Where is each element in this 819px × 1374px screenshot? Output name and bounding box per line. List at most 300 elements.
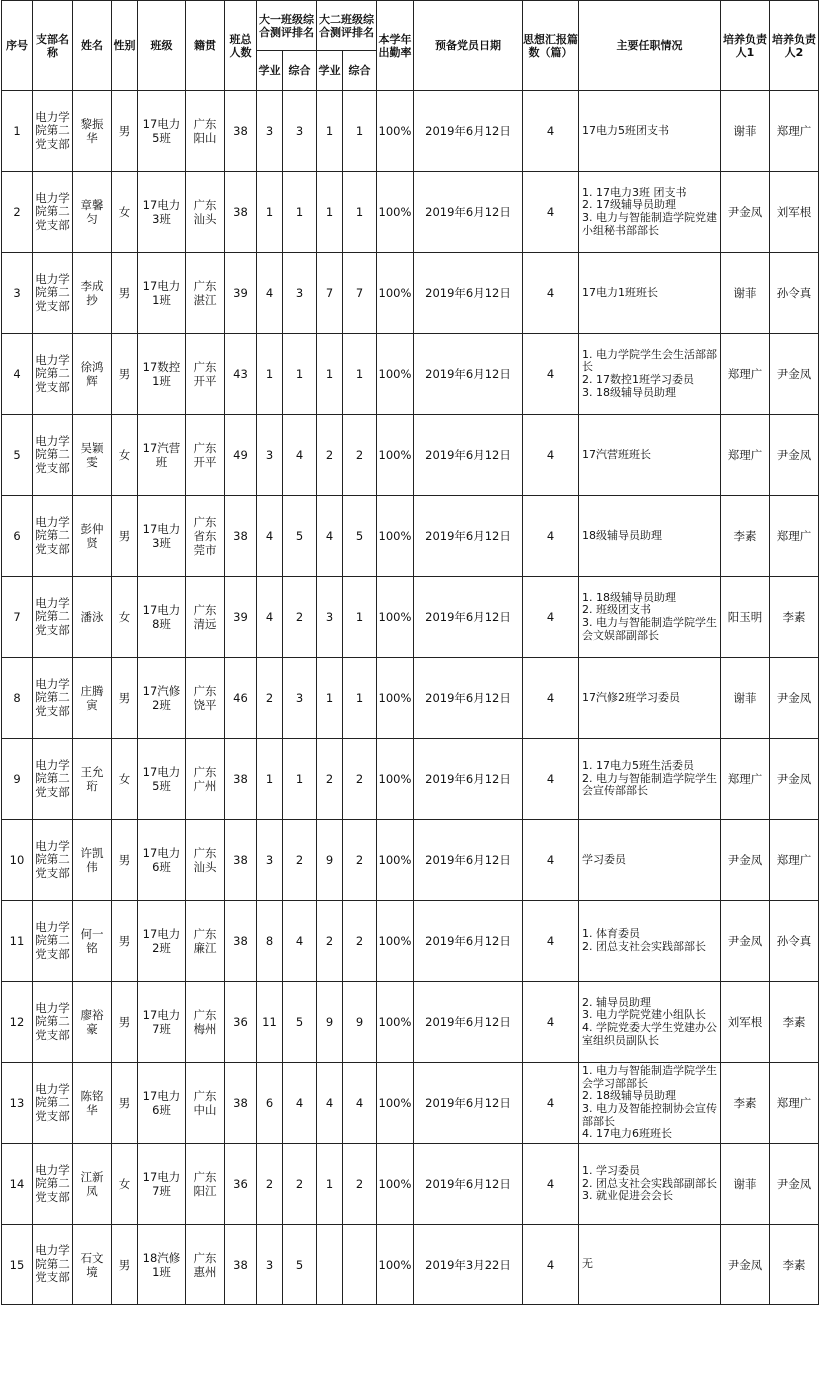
cell-prob-date: 2019年6月12日	[414, 577, 523, 658]
cell-mentor2: 李素	[770, 577, 819, 658]
duty-line: 2. 18级辅导员助理	[582, 1089, 676, 1103]
cell-gender: 男	[112, 901, 138, 982]
cell-y1-overall: 1	[283, 172, 317, 253]
cell-origin: 广东汕头	[186, 172, 225, 253]
cell-name: 廖裕豪	[73, 982, 112, 1063]
cell-class: 17电力6班	[138, 820, 186, 901]
cell-mentor1: 尹金凤	[721, 1225, 770, 1305]
cell-class: 17电力7班	[138, 1144, 186, 1225]
cell-y2-academic	[317, 1225, 343, 1305]
cell-seq: 11	[2, 901, 33, 982]
table-row	[2, 820, 819, 901]
cell-mentor1: 李素	[721, 1063, 770, 1144]
cell-y1-academic: 2	[257, 1144, 283, 1225]
cell-class-total: 38	[225, 1063, 257, 1144]
cell-y2-academic: 9	[317, 820, 343, 901]
cell-seq: 7	[2, 577, 33, 658]
cell-gender: 男	[112, 1063, 138, 1144]
table-body	[2, 91, 819, 1305]
cell-y2-academic: 2	[317, 415, 343, 496]
cell-branch: 电力学院第二党支部	[33, 658, 73, 739]
cell-y2-academic: 2	[317, 739, 343, 820]
cell-seq: 8	[2, 658, 33, 739]
cell-name: 章馨匀	[73, 172, 112, 253]
header-branch: 支部名称	[33, 1, 73, 91]
cell-reports: 4	[523, 739, 579, 820]
table-row	[2, 91, 819, 172]
header-gender: 性别	[112, 1, 138, 91]
cell-gender: 男	[112, 982, 138, 1063]
header-y2-academic: 学业	[317, 51, 343, 91]
cell-y2-overall: 2	[343, 820, 377, 901]
duty-line: 18级辅导员助理	[582, 528, 662, 542]
cell-reports: 4	[523, 1225, 579, 1305]
cell-reports: 4	[523, 1144, 579, 1225]
cell-reports: 4	[523, 658, 579, 739]
cell-origin: 广东中山	[186, 1063, 225, 1144]
header-mentor1: 培养负责人1	[721, 1, 770, 91]
cell-prob-date: 2019年6月12日	[414, 982, 523, 1063]
duty-line: 1. 学习委员	[582, 1164, 640, 1178]
cell-origin: 广东湛江	[186, 253, 225, 334]
cell-class-total: 36	[225, 1144, 257, 1225]
cell-mentor1: 谢菲	[721, 91, 770, 172]
cell-class-total: 38	[225, 496, 257, 577]
duty-line: 3. 就业促进会会长	[582, 1189, 673, 1203]
cell-duties	[579, 334, 721, 415]
cell-y1-academic: 1	[257, 172, 283, 253]
cell-name: 李成抄	[73, 253, 112, 334]
cell-duties	[579, 496, 721, 577]
cell-mentor1: 谢菲	[721, 253, 770, 334]
header-y1-overall: 综合	[283, 51, 317, 91]
cell-origin: 广东惠州	[186, 1225, 225, 1305]
cell-class-total: 36	[225, 982, 257, 1063]
cell-y1-overall: 5	[283, 1225, 317, 1305]
cell-gender: 男	[112, 820, 138, 901]
header-mentor2: 培养负责人2	[770, 1, 819, 91]
cell-attendance: 100%	[377, 982, 414, 1063]
header-y2-overall: 综合	[343, 51, 377, 91]
cell-attendance: 100%	[377, 172, 414, 253]
cell-branch: 电力学院第二党支部	[33, 982, 73, 1063]
cell-prob-date: 2019年6月12日	[414, 496, 523, 577]
cell-mentor2: 尹金凤	[770, 415, 819, 496]
cell-reports: 4	[523, 172, 579, 253]
cell-gender: 女	[112, 415, 138, 496]
duty-line: 17汽修2班学习委员	[582, 690, 680, 704]
table-row	[2, 415, 819, 496]
table-row	[2, 1144, 819, 1225]
cell-prob-date: 2019年3月22日	[414, 1225, 523, 1305]
cell-attendance: 100%	[377, 496, 414, 577]
cell-prob-date: 2019年6月12日	[414, 820, 523, 901]
cell-y1-academic: 6	[257, 1063, 283, 1144]
cell-branch: 电力学院第二党支部	[33, 739, 73, 820]
cell-gender: 女	[112, 172, 138, 253]
cell-branch: 电力学院第二党支部	[33, 577, 73, 658]
cell-origin: 广东阳江	[186, 1144, 225, 1225]
cell-name: 吴颖雯	[73, 415, 112, 496]
header-name: 姓名	[73, 1, 112, 91]
cell-gender: 女	[112, 1144, 138, 1225]
duty-line: 1. 17电力5班生活委员	[582, 759, 694, 773]
cell-class-total: 49	[225, 415, 257, 496]
cell-duties	[579, 1063, 721, 1144]
cell-duties	[579, 253, 721, 334]
cell-class: 17电力2班	[138, 901, 186, 982]
cell-prob-date: 2019年6月12日	[414, 91, 523, 172]
cell-name: 王允珩	[73, 739, 112, 820]
cell-reports: 4	[523, 577, 579, 658]
cell-y2-overall: 2	[343, 901, 377, 982]
cell-y1-academic: 1	[257, 334, 283, 415]
cell-reports: 4	[523, 901, 579, 982]
cell-mentor1: 郑理广	[721, 415, 770, 496]
cell-class: 17电力1班	[138, 253, 186, 334]
cell-y2-academic: 4	[317, 1063, 343, 1144]
cell-name: 庄腾寅	[73, 658, 112, 739]
cell-attendance: 100%	[377, 658, 414, 739]
cell-branch: 电力学院第二党支部	[33, 901, 73, 982]
cell-y1-overall: 4	[283, 415, 317, 496]
cell-class-total: 38	[225, 901, 257, 982]
cell-y2-academic: 1	[317, 658, 343, 739]
cell-reports: 4	[523, 982, 579, 1063]
table-row	[2, 901, 819, 982]
header-class: 班级	[138, 1, 186, 91]
cell-reports: 4	[523, 91, 579, 172]
cell-attendance: 100%	[377, 1144, 414, 1225]
cell-duties	[579, 1225, 721, 1305]
cell-attendance: 100%	[377, 1063, 414, 1144]
cell-branch: 电力学院第二党支部	[33, 1225, 73, 1305]
cell-y1-overall: 4	[283, 901, 317, 982]
duty-line: 17电力1班班长	[582, 285, 658, 299]
cell-reports: 4	[523, 253, 579, 334]
cell-seq: 13	[2, 1063, 33, 1144]
cell-gender: 男	[112, 1225, 138, 1305]
duty-line: 2. 团总支社会实践部部长	[582, 940, 706, 953]
cell-mentor2: 尹金凤	[770, 1144, 819, 1225]
cell-y1-academic: 4	[257, 253, 283, 334]
cell-prob-date: 2019年6月12日	[414, 739, 523, 820]
cell-attendance: 100%	[377, 820, 414, 901]
cell-seq: 3	[2, 253, 33, 334]
cell-y2-overall: 5	[343, 496, 377, 577]
cell-y1-academic: 2	[257, 658, 283, 739]
table-row	[2, 172, 819, 253]
cell-mentor1: 郑理广	[721, 334, 770, 415]
cell-prob-date: 2019年6月12日	[414, 334, 523, 415]
cell-y1-overall: 3	[283, 658, 317, 739]
cell-prob-date: 2019年6月12日	[414, 172, 523, 253]
cell-y2-overall: 1	[343, 91, 377, 172]
cell-mentor1: 郑理广	[721, 739, 770, 820]
cell-prob-date: 2019年6月12日	[414, 253, 523, 334]
cell-origin: 广东省东莞市	[186, 496, 225, 577]
cell-class-total: 46	[225, 658, 257, 739]
cell-gender: 男	[112, 496, 138, 577]
cell-name: 许凯伟	[73, 820, 112, 901]
table-row	[2, 577, 819, 658]
cell-class: 17汽修2班	[138, 658, 186, 739]
cell-reports: 4	[523, 415, 579, 496]
cell-branch: 电力学院第二党支部	[33, 496, 73, 577]
cell-y1-overall: 4	[283, 1063, 317, 1144]
cell-mentor2: 李素	[770, 982, 819, 1063]
cell-name: 何一铭	[73, 901, 112, 982]
cell-y1-overall: 5	[283, 982, 317, 1063]
cell-seq: 2	[2, 172, 33, 253]
cell-attendance: 100%	[377, 415, 414, 496]
table-row	[2, 1063, 819, 1144]
duty-line: 2. 17数控1班学习委员	[582, 373, 694, 386]
cell-gender: 女	[112, 739, 138, 820]
cell-name: 彭仲贤	[73, 496, 112, 577]
cell-mentor2: 李素	[770, 1225, 819, 1305]
cell-attendance: 100%	[377, 334, 414, 415]
table-row	[2, 253, 819, 334]
cell-branch: 电力学院第二党支部	[33, 820, 73, 901]
cell-seq: 5	[2, 415, 33, 496]
duty-line: 1. 18级辅导员助理	[582, 590, 676, 604]
cell-y1-overall: 2	[283, 1144, 317, 1225]
cell-gender: 男	[112, 91, 138, 172]
cell-y2-overall: 1	[343, 577, 377, 658]
cell-y1-overall: 1	[283, 334, 317, 415]
cell-origin: 广东汕头	[186, 820, 225, 901]
cell-class: 17电力3班	[138, 496, 186, 577]
cell-y2-overall	[343, 1225, 377, 1305]
cell-mentor2: 郑理广	[770, 1063, 819, 1144]
cell-y2-overall: 1	[343, 334, 377, 415]
cell-class: 17电力7班	[138, 982, 186, 1063]
duty-line: 2. 班级团支书	[582, 603, 651, 617]
table-row	[2, 1225, 819, 1305]
cell-class-total: 43	[225, 334, 257, 415]
cell-class-total: 38	[225, 172, 257, 253]
cell-seq: 10	[2, 820, 33, 901]
duty-line: 学习委员	[582, 852, 626, 866]
duty-line: 1. 电力学院学生会生活部部长	[582, 347, 717, 374]
cell-mentor1: 尹金凤	[721, 901, 770, 982]
cell-class-total: 38	[225, 1225, 257, 1305]
cell-seq: 9	[2, 739, 33, 820]
cell-y1-academic: 11	[257, 982, 283, 1063]
cell-attendance: 100%	[377, 1225, 414, 1305]
cell-y1-academic: 1	[257, 739, 283, 820]
cell-origin: 广东廉江	[186, 901, 225, 982]
header-rank-y1: 大一班级综合测评排名	[257, 1, 317, 51]
header-seq: 序号	[2, 1, 33, 91]
cell-duties	[579, 415, 721, 496]
table-row	[2, 982, 819, 1063]
cell-y1-academic: 3	[257, 1225, 283, 1305]
table-row	[2, 496, 819, 577]
duty-line: 3. 18级辅导员助理	[582, 385, 676, 399]
header-y1-academic: 学业	[257, 51, 283, 91]
cell-origin: 广东开平	[186, 334, 225, 415]
duty-line: 1. 17电力3班 团支书	[582, 185, 687, 199]
cell-duties	[579, 172, 721, 253]
duty-line: 17汽营班班长	[582, 447, 651, 461]
cell-branch: 电力学院第二党支部	[33, 1063, 73, 1144]
duty-line: 2. 团总支社会实践部副部长	[582, 1176, 717, 1190]
cell-mentor1: 刘军根	[721, 982, 770, 1063]
cell-y2-academic: 1	[317, 334, 343, 415]
cell-class-total: 38	[225, 820, 257, 901]
cell-y1-academic: 8	[257, 901, 283, 982]
cell-class-total: 39	[225, 253, 257, 334]
table-row	[2, 739, 819, 820]
table-header	[2, 1, 819, 91]
duty-line: 2. 辅导员助理	[582, 995, 651, 1009]
cell-name: 陈铭华	[73, 1063, 112, 1144]
cell-class: 17电力3班	[138, 172, 186, 253]
cell-prob-date: 2019年6月12日	[414, 1063, 523, 1144]
cell-branch: 电力学院第二党支部	[33, 172, 73, 253]
duty-line: 17电力5班团支书	[582, 123, 669, 137]
header-origin: 籍贯	[186, 1, 225, 91]
candidate-table	[1, 0, 819, 1305]
cell-reports: 4	[523, 1063, 579, 1144]
cell-y1-academic: 3	[257, 415, 283, 496]
cell-origin: 广东饶平	[186, 658, 225, 739]
cell-class-total: 38	[225, 91, 257, 172]
cell-class: 17电力8班	[138, 577, 186, 658]
header-reports: 思想汇报篇数（篇）	[523, 1, 579, 91]
cell-class-total: 38	[225, 739, 257, 820]
cell-y1-overall: 2	[283, 820, 317, 901]
cell-attendance: 100%	[377, 901, 414, 982]
cell-y2-academic: 4	[317, 496, 343, 577]
cell-y2-overall: 2	[343, 415, 377, 496]
cell-y2-academic: 1	[317, 172, 343, 253]
cell-origin: 广东阳山	[186, 91, 225, 172]
cell-y1-overall: 1	[283, 739, 317, 820]
cell-branch: 电力学院第二党支部	[33, 415, 73, 496]
cell-duties	[579, 820, 721, 901]
cell-class: 17电力5班	[138, 91, 186, 172]
cell-origin: 广东梅州	[186, 982, 225, 1063]
cell-duties	[579, 982, 721, 1063]
cell-mentor2: 郑理广	[770, 496, 819, 577]
cell-y2-overall: 4	[343, 1063, 377, 1144]
duty-line: 2. 电力与智能制造学院学生会宣传部部长	[582, 771, 717, 798]
cell-reports: 4	[523, 334, 579, 415]
cell-y2-academic: 3	[317, 577, 343, 658]
cell-y1-academic: 4	[257, 496, 283, 577]
cell-class-total: 39	[225, 577, 257, 658]
header-attendance: 本学年出勤率	[377, 1, 414, 91]
cell-mentor1: 尹金凤	[721, 820, 770, 901]
cell-seq: 15	[2, 1225, 33, 1305]
cell-name: 潘泳	[73, 577, 112, 658]
duty-line: 3. 电力与智能制造学院党建小组秘书部部长	[582, 211, 717, 237]
cell-mentor1: 李素	[721, 496, 770, 577]
cell-attendance: 100%	[377, 91, 414, 172]
cell-y2-overall: 2	[343, 1144, 377, 1225]
cell-y1-academic: 4	[257, 577, 283, 658]
duty-line: 4. 17电力6班班长	[582, 1127, 672, 1141]
cell-y1-overall: 3	[283, 91, 317, 172]
cell-duties	[579, 91, 721, 172]
cell-attendance: 100%	[377, 739, 414, 820]
cell-seq: 6	[2, 496, 33, 577]
duty-line: 3. 电力与智能制造学院学生会文娱部副部长	[582, 616, 717, 642]
cell-branch: 电力学院第二党支部	[33, 334, 73, 415]
cell-gender: 男	[112, 334, 138, 415]
header-class-total: 班总人数	[225, 1, 257, 91]
cell-y1-academic: 3	[257, 91, 283, 172]
cell-mentor1: 阳玉明	[721, 577, 770, 658]
cell-seq: 1	[2, 91, 33, 172]
cell-attendance: 100%	[377, 577, 414, 658]
cell-origin: 广东广州	[186, 739, 225, 820]
cell-prob-date: 2019年6月12日	[414, 901, 523, 982]
cell-class: 17电力5班	[138, 739, 186, 820]
duty-line: 1. 体育委员	[582, 927, 640, 941]
cell-gender: 女	[112, 577, 138, 658]
cell-y2-academic: 9	[317, 982, 343, 1063]
header-duties: 主要任职情况	[579, 1, 721, 91]
cell-mentor1: 谢菲	[721, 1144, 770, 1225]
cell-class: 17电力6班	[138, 1063, 186, 1144]
cell-mentor1: 谢菲	[721, 658, 770, 739]
cell-duties	[579, 658, 721, 739]
cell-branch: 电力学院第二党支部	[33, 91, 73, 172]
cell-mentor2: 尹金凤	[770, 334, 819, 415]
cell-y2-academic: 1	[317, 1144, 343, 1225]
cell-prob-date: 2019年6月12日	[414, 1144, 523, 1225]
cell-mentor1: 尹金凤	[721, 172, 770, 253]
cell-duties	[579, 1144, 721, 1225]
cell-y1-overall: 2	[283, 577, 317, 658]
cell-mentor2: 尹金凤	[770, 739, 819, 820]
cell-seq: 12	[2, 982, 33, 1063]
cell-duties	[579, 739, 721, 820]
table-row	[2, 334, 819, 415]
cell-origin: 广东清远	[186, 577, 225, 658]
cell-y2-overall: 2	[343, 739, 377, 820]
cell-y1-academic: 3	[257, 820, 283, 901]
cell-y2-overall: 1	[343, 172, 377, 253]
cell-reports: 4	[523, 820, 579, 901]
cell-name: 黎振华	[73, 91, 112, 172]
cell-name: 徐鸿辉	[73, 334, 112, 415]
cell-name: 江新凤	[73, 1144, 112, 1225]
cell-seq: 14	[2, 1144, 33, 1225]
duty-line: 3. 电力及智能控制协会宣传部部长	[582, 1102, 717, 1128]
cell-mentor2: 孙令真	[770, 901, 819, 982]
duty-line: 无	[582, 1257, 593, 1271]
header-prob-date: 预备党员日期	[414, 1, 523, 91]
cell-mentor2: 郑理广	[770, 820, 819, 901]
cell-y2-overall: 9	[343, 982, 377, 1063]
cell-class: 17汽营班	[138, 415, 186, 496]
cell-y1-overall: 5	[283, 496, 317, 577]
cell-y2-overall: 1	[343, 658, 377, 739]
duty-line: 4. 学院党委大学生党建办公室组织员副队长	[582, 1021, 717, 1047]
cell-y2-overall: 7	[343, 253, 377, 334]
cell-seq: 4	[2, 334, 33, 415]
cell-prob-date: 2019年6月12日	[414, 415, 523, 496]
cell-mentor2: 孙令真	[770, 253, 819, 334]
cell-y1-overall: 3	[283, 253, 317, 334]
cell-mentor2: 郑理广	[770, 91, 819, 172]
cell-mentor2: 尹金凤	[770, 658, 819, 739]
